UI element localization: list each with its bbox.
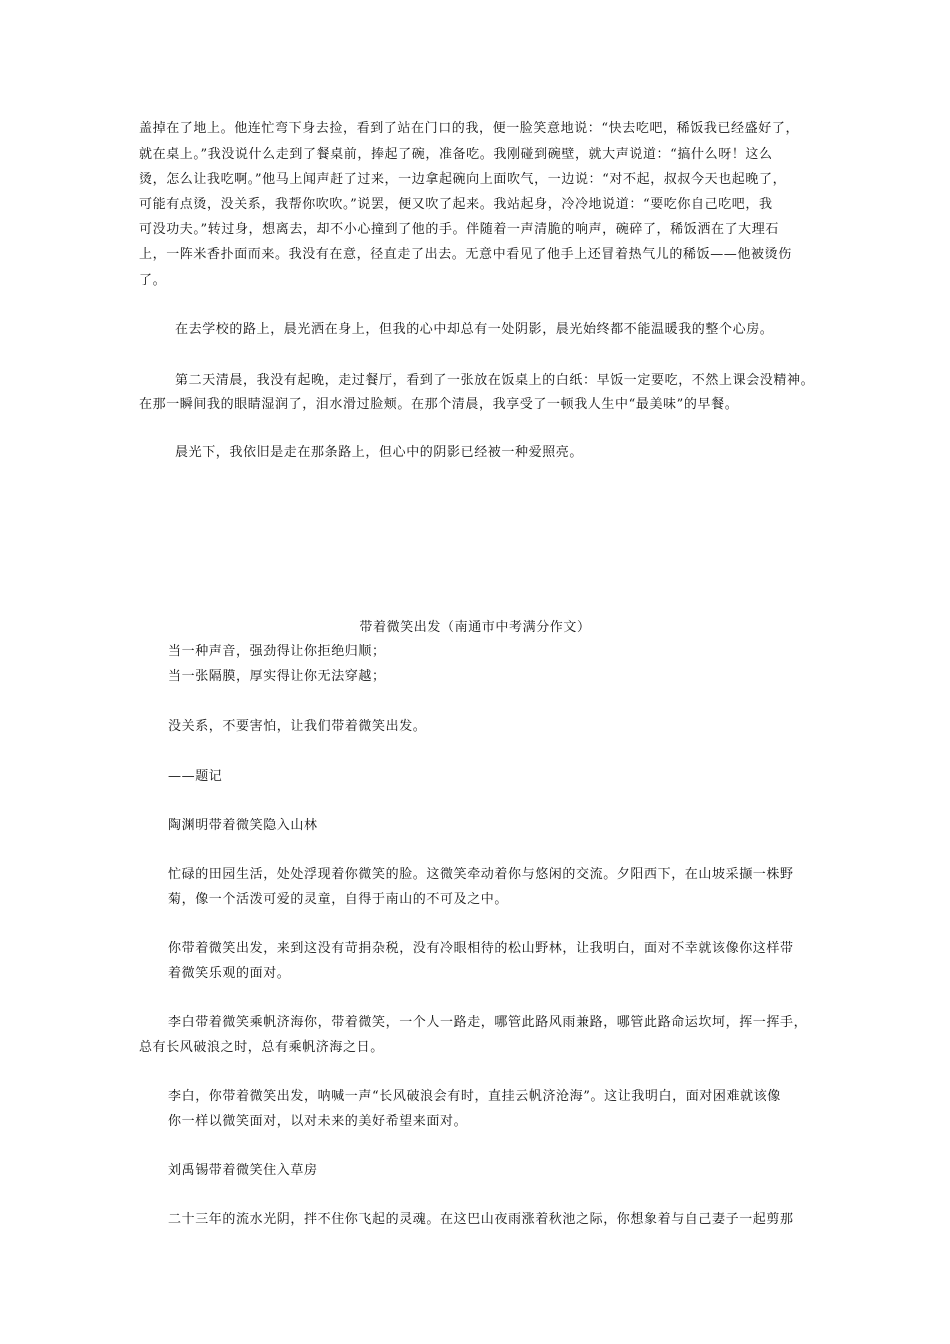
essay-p5-line-1: 二十三年的流水光阴，拌不住你飞起的灵魂。在这巴山夜雨涨着秋池之际，你想象着与自己妻子一起剪那 [168, 1212, 794, 1227]
essay-p2-line-1: 你带着微笑出发，来到这没有苛捐杂税，没有冷眼相待的松山野林，让我明白，面对不幸就该像你这样带 [168, 941, 794, 956]
essay-p1-line-1: 忙碌的田园生活，处处浮现着你微笑的脸。这微笑牵动着你与悠闲的交流。夕阳西下，在山坡采撷一株野 [168, 867, 794, 882]
story-p1-line-2: 就在桌上。”我没说什么走到了餐桌前，捧起了碗，准备吃。我刚碰到碗壁，就大声说道：“搞什么呀！这么 [139, 147, 773, 162]
story-p1-line-6: 上，一阵米香扑面而来。我没有在意，径直走了出去。无意中看见了他手上还冒着热气儿的稀饭——他被烫伤 [139, 247, 792, 262]
section-heading-tao: 陶渊明带着微笑隐入山林 [168, 818, 318, 833]
epigraph-line-2: 当一张隔膜，厚实得让你无法穿越； [168, 669, 386, 684]
epigraph-line-1: 当一种声音，强劲得让你拒绝归顺； [168, 644, 386, 659]
story-p1-line-3: 烫，怎么让我吃啊。”他马上闻声赶了过来，一边拿起碗向上面吹气，一边说：“对不起，叔叔今天也起晚了， [139, 172, 787, 187]
essay-p1-line-2: 菊，像一个活泼可爱的灵童，自得于南山的不可及之中。 [168, 892, 509, 907]
essay-p2-line-2: 着微笑乐观的面对。 [168, 966, 291, 981]
epigraph-credit: ——题记 [168, 769, 223, 784]
story-p3-line-2: 在那一瞬间我的眼睛湿润了，泪水滑过脸颊。在那个清晨，我享受了一顿我人生中“最美味”的早餐。 [139, 397, 739, 412]
story-paragraph-2: 在去学校的路上，晨光洒在身上，但我的心中却总有一处阴影，晨光始终都不能温暖我的整个心房。 [175, 322, 774, 337]
story-p1-line-5: 可没功夫。”转过身，想离去，却不小心撞到了他的手。伴随着一声清脆的响声，碗碎了，稀饭洒在了大理石 [139, 222, 779, 237]
story-p1-line-1: 盖掉在了地上。他连忙弯下身去捡，看到了站在门口的我，便一脸笑意地说：“快去吃吧，稀饭我已经盛好了， [139, 121, 800, 136]
story-p3-line-1: 第二天清晨，我没有起晚，走过餐厅，看到了一张放在饭桌上的白纸：早饭一定要吃，不然上课会没精神。 [175, 373, 815, 388]
essay-p4-line-1: 李白，你带着微笑出发，呐喊一声“长风破浪会有时，直挂云帆济沧海”。这让我明白，面对困难就该像 [168, 1089, 781, 1104]
epigraph-closing: 没关系，不要害怕，让我们带着微笑出发。 [168, 719, 427, 734]
story-p1-line-4: 可能有点烫，没关系，我帮你吹吹。”说罢，便又吹了起来。我站起身，冷冷地说道：“要吃你自己吃吧，我 [139, 197, 773, 212]
story-paragraph-4: 晨光下，我依旧是走在那条路上，但心中的阴影已经被一种爱照亮。 [175, 445, 584, 460]
essay-title: 带着微笑出发（南通市中考满分作文） [359, 620, 591, 635]
story-p1-line-7: 了。 [139, 273, 167, 288]
essay-p3-line-1: 李白带着微笑乘帆济海你，带着微笑，一个人一路走，哪管此路风雨兼路，哪管此路命运坎坷，挥一挥手， [168, 1015, 808, 1030]
essay-p3-line-2: 总有长风破浪之时，总有乘帆济海之日。 [139, 1040, 384, 1055]
essay-p4-line-2: 你一样以微笑面对，以对未来的美好希望来面对。 [168, 1114, 468, 1129]
section-heading-liu: 刘禹锡带着微笑住入草房 [168, 1163, 318, 1178]
